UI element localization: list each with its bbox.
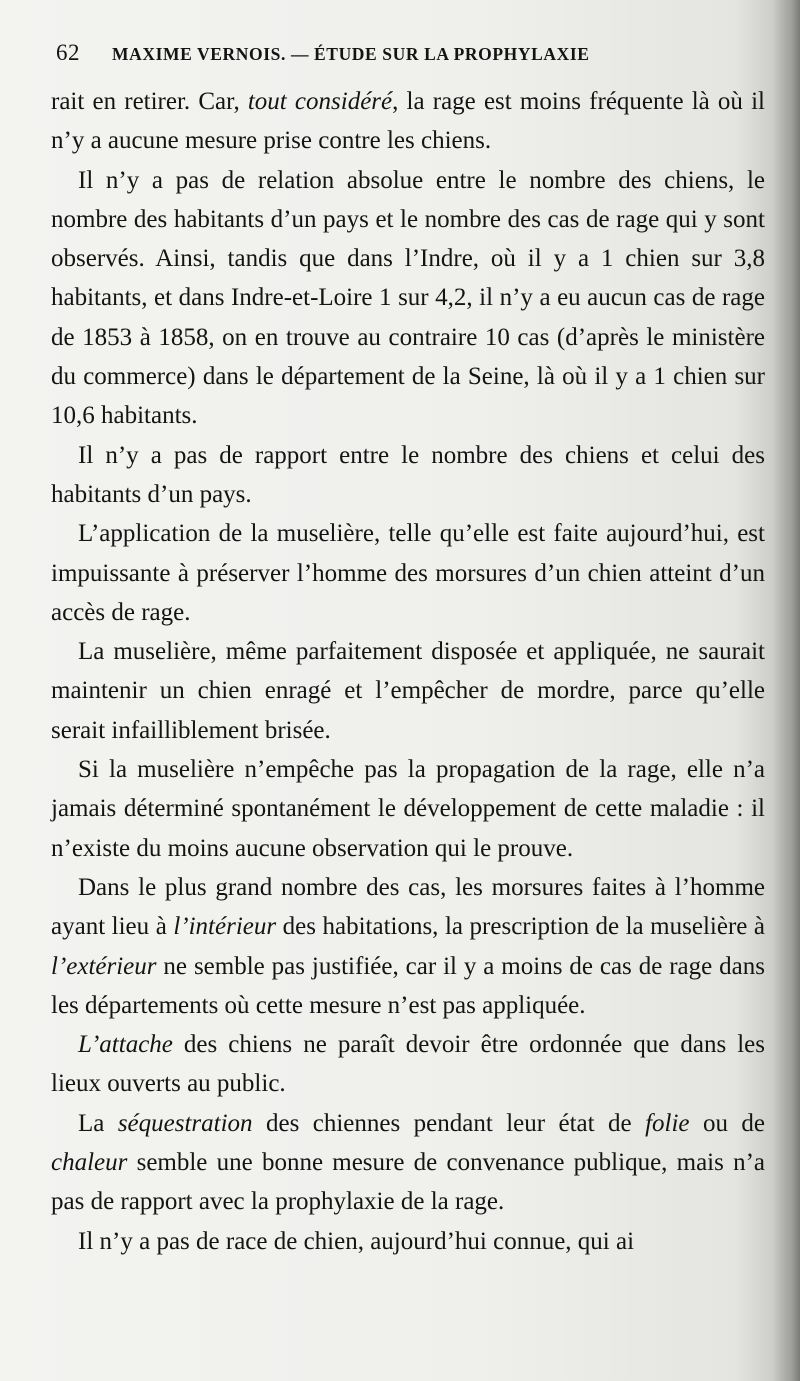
- paragraph: [51, 1104, 765, 1222]
- text-run: des chiens ne paraît devoir être ordonnée que dans les lieux ouverts au public.: [51, 1031, 765, 1098]
- text-run: rait en retirer. Car,: [51, 88, 248, 115]
- italic-text: l’extérieur: [51, 952, 157, 980]
- italic-text: L’attache: [78, 1031, 173, 1059]
- paragraph: [51, 436, 765, 515]
- italic-text: l’intérieur: [173, 913, 277, 941]
- text-run: Il n’y a pas de relation absolue entre le nombre des chiens, le nombre des habitants d’un pays et le nombre des cas de rage qui y sont observés. Ainsi, tandis que dans l’Indre, où il y a 1 chien sur 3,8 habitants, et dans Indre-et-Loire 1 sur 4,2, il n’y a eu aucun cas de rage de 1853 à 1858, on en trouve au contraire 10 cas (d’après le ministère du commerce) dans le département de la Seine, là où il y a 1 chien sur 10,6 habitants.: [51, 166, 765, 430]
- text-run: Dans le plus grand nombre des cas, les morsures faites à l’homme ayant lieu à: [51, 873, 765, 941]
- text-run: Si la muselière n’empêche pas la propagation de la rage, elle n’a jamais déterminé spontanément le développement de cette maladie : il n’existe du moins aucune observation qui le prouve.: [51, 756, 765, 862]
- paragraph: [51, 82, 765, 161]
- body-text: [51, 82, 765, 1261]
- paragraph: [51, 1025, 765, 1104]
- paragraph: [51, 161, 765, 436]
- paragraph: [51, 750, 765, 868]
- page-number: 62: [56, 40, 80, 65]
- paragraph: [51, 868, 765, 1025]
- paragraph: [51, 632, 765, 750]
- text-run: semble une bonne mesure de convenance publique, mais n’a pas de rapport avec la prophylaxie de la rage.: [51, 1149, 765, 1216]
- text-run: des habitations, la prescription de la muselière à: [276, 913, 765, 941]
- paragraph: [51, 514, 765, 632]
- italic-text: tout considéré: [247, 88, 393, 115]
- text-run: ne semble pas justifiée, car il y a moins de cas de rage dans les départements où cette mesure n’est pas appliquée.: [51, 952, 765, 1019]
- paragraph: [51, 1222, 765, 1261]
- italic-text: folie: [645, 1109, 690, 1137]
- running-header: [56, 40, 756, 66]
- text-run: , la rage est moins fréquente là où il n’y a aucune mesure prise contre les chiens.: [51, 88, 765, 155]
- text-run: ou de: [689, 1109, 765, 1137]
- page-edge-shadow: [772, 0, 800, 1381]
- text-run: La: [78, 1109, 118, 1137]
- italic-text: chaleur: [51, 1149, 128, 1177]
- italic-text: séquestration: [117, 1109, 253, 1137]
- running-title: MAXIME VERNOIS. — ÉTUDE SUR LA PROPHYLAXIE: [112, 44, 590, 64]
- text-run: L’application de la muselière, telle qu’elle est faite aujourd’hui, est impuissante à préserver l’homme des morsures d’un chien atteint d’un accès de rage.: [51, 520, 765, 626]
- text-run: La muselière, même parfaitement disposée et appliquée, ne saurait maintenir un chien enragé et l’empêcher de mordre, parce qu’elle serait infailliblement brisée.: [51, 638, 765, 744]
- text-run: des chiennes pendant leur état de: [252, 1109, 646, 1137]
- text-run: Il n’y a pas de race de chien, aujourd’hui connue, qui ai: [78, 1227, 635, 1255]
- text-run: Il n’y a pas de rapport entre le nombre des chiens et celui des habitants d’un pays.: [51, 441, 765, 508]
